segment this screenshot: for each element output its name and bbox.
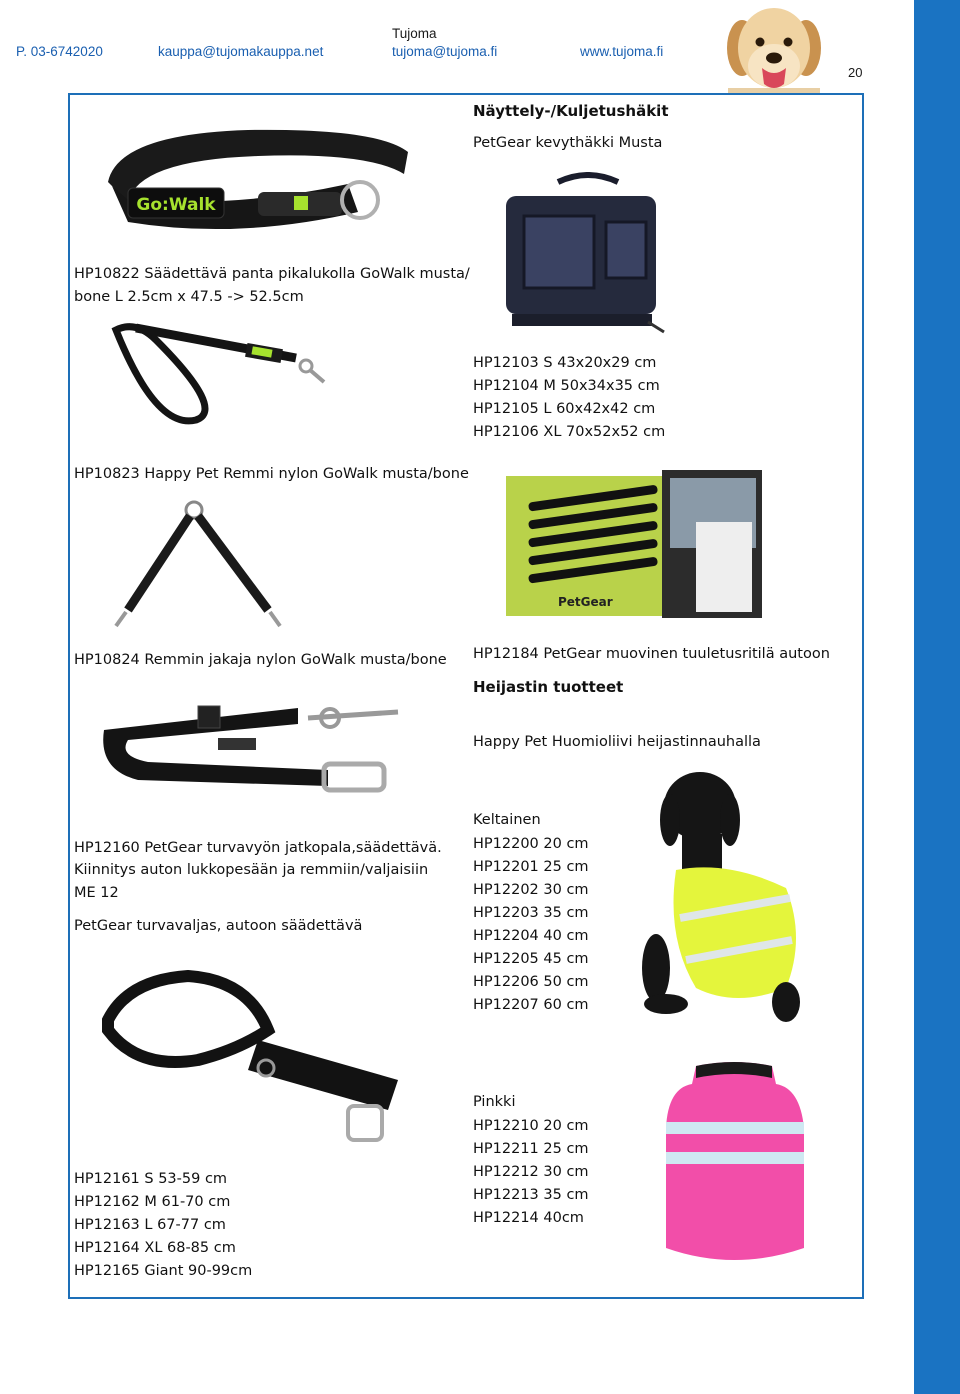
petgear-logo: PetGear bbox=[558, 595, 613, 609]
page-number: 20 bbox=[848, 65, 863, 80]
header-email-2[interactable]: tujoma@tujoma.fi bbox=[392, 44, 498, 59]
yellow-size-item: HP12202 30 cm bbox=[473, 882, 589, 898]
yellow-size-item: HP12203 35 cm bbox=[473, 905, 589, 921]
seatbelt-extender-image bbox=[98, 700, 408, 810]
crate-size-item: HP12106 XL 70x52x52 cm bbox=[473, 424, 666, 440]
yellow-size-item: HP12200 20 cm bbox=[473, 836, 589, 852]
yellow-label: Keltainen bbox=[473, 812, 541, 828]
collar-image bbox=[98, 112, 418, 247]
crate-image bbox=[498, 172, 668, 338]
pink-size-item: HP12212 30 cm bbox=[473, 1164, 589, 1180]
pink-sizes bbox=[473, 1115, 589, 1230]
section-crates-heading: Näyttely-/Kuljetushäkit bbox=[473, 102, 669, 120]
vent-grill-image bbox=[500, 470, 762, 618]
crate-size-item: HP12104 M 50x34x35 cm bbox=[473, 378, 660, 394]
harness-size-item: HP12161 S 53-59 cm bbox=[74, 1171, 228, 1187]
crate-size-item: HP12103 S 43x20x29 cm bbox=[473, 355, 657, 371]
pink-size-item: HP12210 20 cm bbox=[473, 1118, 589, 1134]
harness-size-item: HP12163 L 67-77 cm bbox=[74, 1217, 226, 1233]
seatbelt-description-2: Kiinnitys auton lukkopesään ja remmiin/valjaisiin bbox=[74, 862, 429, 878]
collar-description-1: HP10822 Säädettävä panta pikalukolla GoWalk musta/ bbox=[74, 266, 470, 282]
seatbelt-description-3: ME 12 bbox=[74, 885, 119, 901]
harness-size-item: HP12165 Giant 90-99cm bbox=[74, 1263, 253, 1279]
header-phone: P. 03-6742020 bbox=[16, 44, 103, 59]
vest-title: Happy Pet Huomioliivi heijastinnauhalla bbox=[473, 734, 761, 750]
yellow-size-item: HP12207 60 cm bbox=[473, 997, 589, 1013]
pink-vest-image bbox=[660, 1058, 808, 1268]
collar-description-2: bone L 2.5cm x 47.5 -> 52.5cm bbox=[74, 289, 304, 305]
yellow-size-item: HP12205 45 cm bbox=[473, 951, 589, 967]
yellow-size-item: HP12204 40 cm bbox=[473, 928, 589, 944]
leash-image bbox=[96, 310, 336, 442]
side-accent-bar bbox=[914, 0, 960, 1394]
leash-description: HP10823 Happy Pet Remmi nylon GoWalk musta/bone bbox=[74, 466, 469, 482]
pink-label: Pinkki bbox=[473, 1094, 516, 1110]
header-website[interactable]: www.tujoma.fi bbox=[580, 44, 664, 59]
harness-image bbox=[98, 970, 408, 1150]
yellow-size-item: HP12206 50 cm bbox=[473, 974, 589, 990]
yellow-vest-image bbox=[636, 768, 814, 1030]
pink-size-item: HP12213 35 cm bbox=[473, 1187, 589, 1203]
harness-size-item: HP12164 XL 68-85 cm bbox=[74, 1240, 236, 1256]
coupler-image bbox=[104, 498, 288, 634]
harness-title: PetGear turvavaljas, autoon säädettävä bbox=[74, 918, 363, 934]
pink-size-item: HP12214 40cm bbox=[473, 1210, 584, 1226]
dog-mascot-icon bbox=[718, 4, 830, 94]
gowalk-logo: Go:Walk bbox=[136, 195, 216, 215]
harness-sizes bbox=[74, 1168, 252, 1283]
seatbelt-description-1: HP12160 PetGear turvavyön jatkopala,säädettävä. bbox=[74, 840, 442, 856]
company-name: Tujoma bbox=[392, 26, 437, 41]
crate-size-item: HP12105 L 60x42x42 cm bbox=[473, 401, 656, 417]
coupler-description: HP10824 Remmin jakaja nylon GoWalk musta/bone bbox=[74, 652, 447, 668]
pink-size-item: HP12211 25 cm bbox=[473, 1141, 589, 1157]
yellow-sizes bbox=[473, 833, 589, 1017]
vent-description: HP12184 PetGear muovinen tuuletusritilä autoon bbox=[473, 646, 830, 662]
yellow-size-item: HP12201 25 cm bbox=[473, 859, 589, 875]
header-email-1[interactable]: kauppa@tujomakauppa.net bbox=[158, 44, 324, 59]
harness-size-item: HP12162 M 61-70 cm bbox=[74, 1194, 231, 1210]
crate-title: PetGear kevythäkki Musta bbox=[473, 135, 663, 151]
section-reflective-heading: Heijastin tuotteet bbox=[473, 678, 624, 696]
crate-sizes bbox=[473, 352, 665, 444]
